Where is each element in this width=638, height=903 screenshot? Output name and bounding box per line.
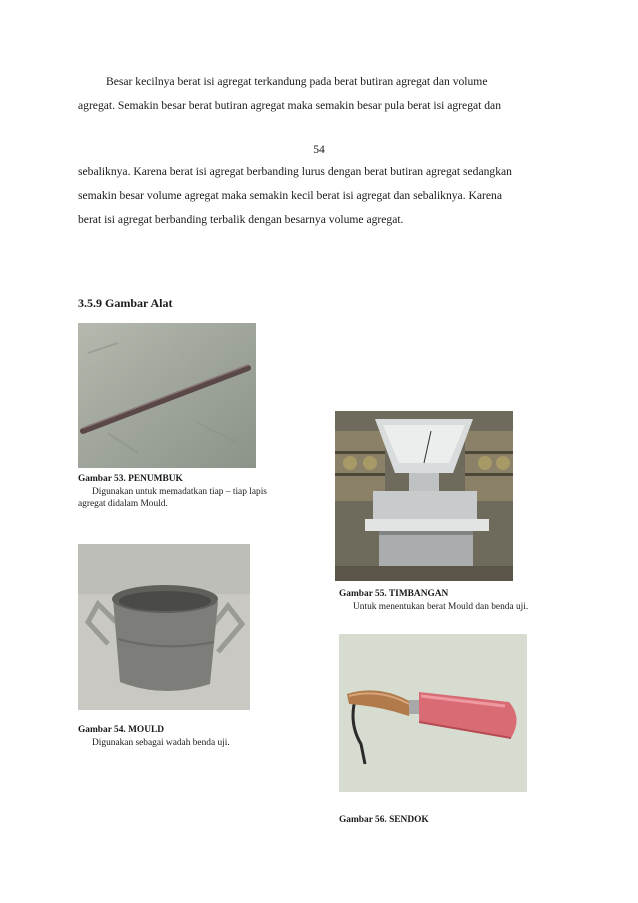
photo-scale xyxy=(335,411,513,581)
photo-tamping-rod xyxy=(78,323,256,468)
caption-53-desc-1: Digunakan untuk memadatkan tiap – tiap lapis xyxy=(92,486,267,497)
caption-fig-55 xyxy=(339,588,579,613)
section-heading: 3.5.9 Gambar Alat xyxy=(78,296,173,310)
photo-mould xyxy=(78,544,250,710)
paragraph-1-line-1: Besar kecilnya berat isi agregat terkandung pada berat butiran agregat dan volume xyxy=(106,75,488,88)
paragraph-1 xyxy=(78,70,562,118)
caption-53-title: Gambar 53. PENUMBUK xyxy=(78,474,183,484)
paragraph-2-line-3: berat isi agregat berbanding terbalik dengan besarnya volume agregat. xyxy=(78,213,404,226)
paragraph-2-line-2: semakin besar volume agregat maka semakin kecil berat isi agregat dan sebaliknya. Karena xyxy=(78,189,502,202)
caption-53-desc-2: agregat didalam Mould. xyxy=(78,499,168,509)
caption-fig-56 xyxy=(339,814,539,827)
caption-54-desc-1: Digunakan sebagai wadah benda uji. xyxy=(92,737,230,748)
photo-trowel xyxy=(339,634,527,792)
paragraph-2 xyxy=(78,160,562,232)
caption-56-title: Gambar 56. SENDOK xyxy=(339,815,429,825)
paragraph-1-line-2: agregat. Semakin besar berat butiran agregat maka semakin besar pula berat isi agregat dan xyxy=(78,99,501,112)
caption-fig-54 xyxy=(78,724,298,749)
paragraph-2-line-1: sebaliknya. Karena berat isi agregat berbanding lurus dengan berat butiran agregat sedangkan xyxy=(78,165,512,178)
caption-54-title: Gambar 54. MOULD xyxy=(78,725,165,735)
caption-55-title: Gambar 55. TIMBANGAN xyxy=(339,589,449,599)
page-number: 54 xyxy=(313,143,325,156)
caption-fig-53 xyxy=(78,473,304,511)
caption-55-desc-1: Untuk menentukan berat Mould dan benda uji. xyxy=(353,601,529,612)
